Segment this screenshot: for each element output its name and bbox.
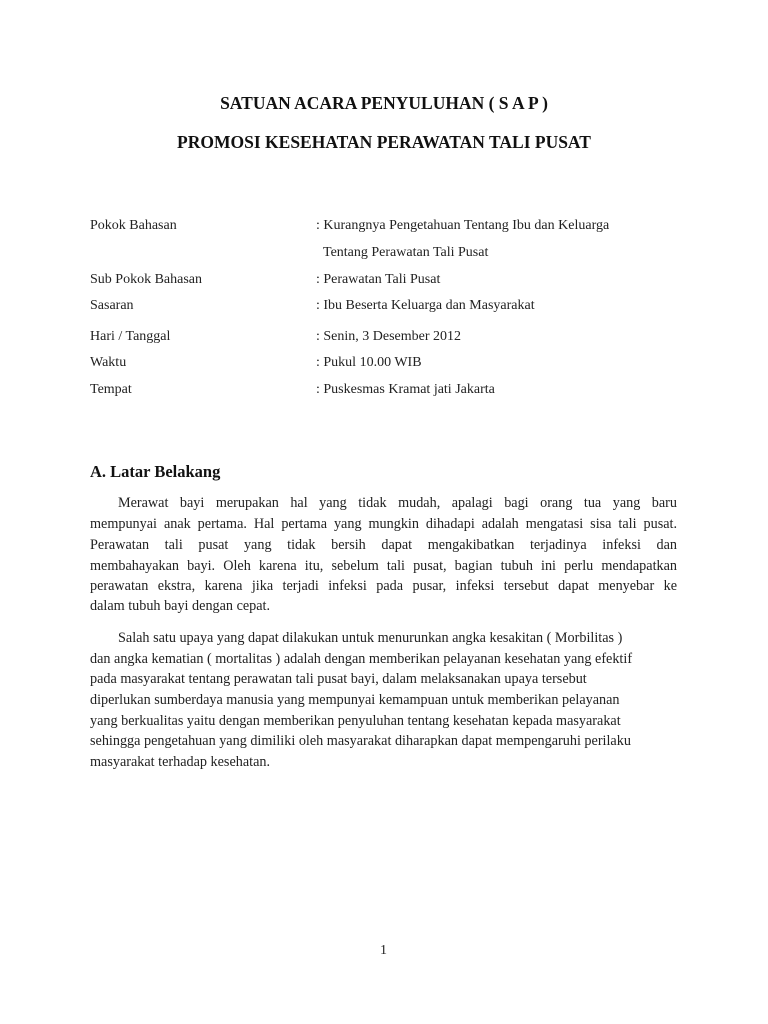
- text-line: Salah satu upaya yang dapat dilakukan untuk menurunkan angka kesakitan ( Morbilitas ): [118, 630, 623, 646]
- info-value: : Senin, 3 Desember 2012: [316, 329, 462, 344]
- info-value: : Ibu Beserta Keluarga dan Masyarakat: [316, 298, 535, 313]
- info-value: : Puskesmas Kramat jati Jakarta: [316, 382, 495, 397]
- text-line: yang berkualitas yaitu dengan memberikan penyuluhan tentang kesehatan kepada masyarakat: [90, 713, 621, 729]
- text-line: mempunyai anak pertama. Hal pertama yang mungkin dihadapi adalah mengatasi sisa tali pusat.: [90, 516, 677, 532]
- text-line: perawatan ekstra, karena jika terjadi infeksi pada pusar, infeksi tersebut dapat menyebar ke: [90, 578, 677, 594]
- text-line: pada masyarakat tentang perawatan tali pusat bayi, dalam melaksanakan upaya tersebut: [90, 671, 587, 687]
- text-line: masyarakat terhadap kesehatan.: [90, 754, 271, 770]
- info-label: Sub Pokok Bahasan: [90, 272, 202, 287]
- text-line: Perawatan tali pusat yang tidak bersih dapat mengakibatkan terjadinya infeksi dan: [90, 537, 677, 553]
- info-value: : Kurangnya Pengetahuan Tentang Ibu dan Keluarga: [316, 218, 610, 233]
- info-value: : Pukul 10.00 WIB: [316, 355, 422, 370]
- info-label: Tempat: [90, 382, 132, 397]
- text-line: Merawat bayi merupakan hal yang tidak mudah, apalagi bagi orang tua yang baru: [118, 495, 677, 511]
- document-subtitle: PROMOSI KESEHATAN PERAWATAN TALI PUSAT: [177, 132, 591, 152]
- info-label: Sasaran: [90, 298, 134, 313]
- text-line: dan angka kematian ( mortalitas ) adalah dengan memberikan pelayanan kesehatan yang efektif: [90, 651, 633, 667]
- text-line: diperlukan sumberdaya manusia yang mempunyai kemampuan untuk memberikan pelayanan: [90, 692, 620, 708]
- text-line: sehingga pengetahuan yang dimiliki oleh masyarakat diharapkan dapat mempengaruhi perilaku: [90, 733, 631, 749]
- text-line: dalam tubuh bayi dengan cepat.: [90, 598, 271, 614]
- section-heading: A. Latar Belakang: [90, 462, 221, 481]
- info-value: Tentang Perawatan Tali Pusat: [323, 245, 489, 260]
- info-value: : Perawatan Tali Pusat: [316, 272, 441, 287]
- info-label: Hari / Tanggal: [90, 329, 171, 344]
- page-number: 1: [380, 943, 387, 958]
- info-label: Waktu: [90, 355, 127, 370]
- text-line: membahayakan bayi. Oleh karena itu, sebelum tali pusat, bagian tubuh ini perlu mendapatkan: [90, 558, 677, 574]
- info-label: Pokok Bahasan: [90, 218, 177, 233]
- document-title: SATUAN ACARA PENYULUHAN ( S A P ): [220, 93, 548, 113]
